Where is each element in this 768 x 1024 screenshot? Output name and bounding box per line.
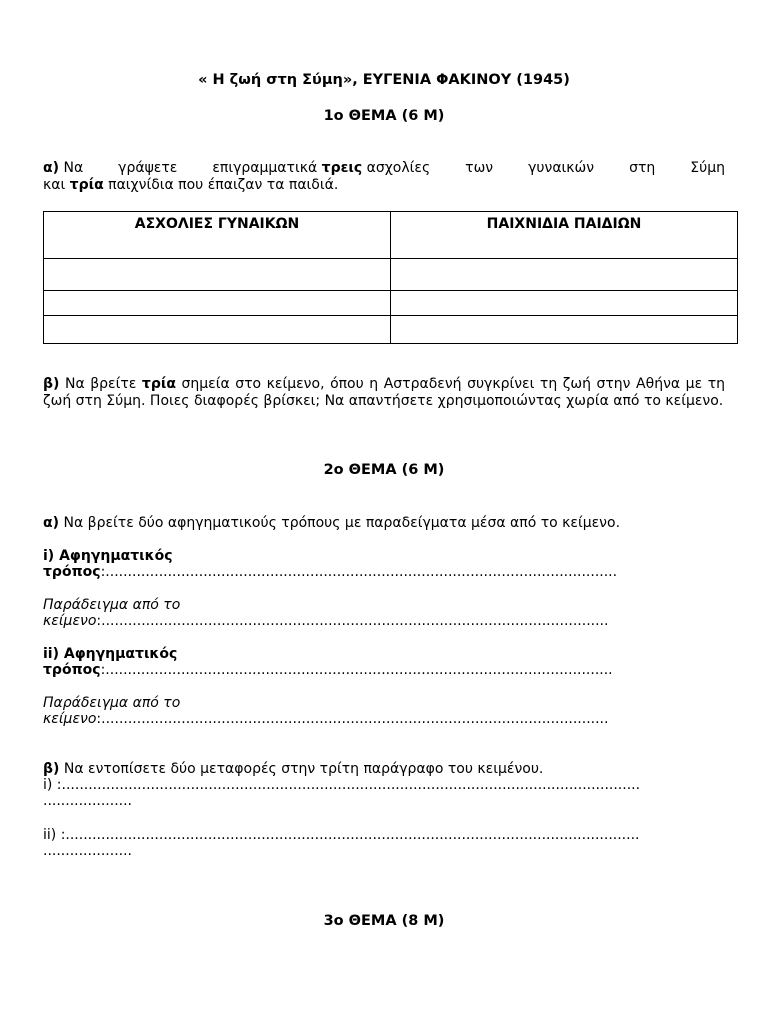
question-1a-line1 — [43, 160, 725, 176]
question-2b — [43, 761, 725, 809]
table-cell-input[interactable] — [44, 291, 391, 316]
word-group — [212, 160, 430, 176]
question-1a-first-word — [43, 160, 83, 176]
label-text: κείμενο — [43, 711, 97, 727]
word: ασχολίες — [366, 160, 431, 176]
section-2-heading: 2ο ΘΕΜΑ (6 Μ) — [323, 462, 445, 478]
section-3-heading: 3ο ΘΕΜΑ (8 Μ) — [323, 913, 445, 929]
narrative-mode-label: ii) Αφηγηματικός — [43, 646, 178, 662]
table-cell-input[interactable] — [391, 259, 738, 291]
question-2b-marker: β) — [43, 761, 60, 777]
metaphor-answer-line[interactable]: .................... — [43, 843, 133, 859]
table-cell-input[interactable] — [391, 291, 738, 316]
text: και — [43, 177, 70, 193]
section-1-heading: 1ο ΘΕΜΑ (6 Μ) — [323, 108, 445, 124]
narrative-mode-answer-line[interactable] — [43, 564, 725, 580]
answer-dots: :.................................................................................................................. — [100, 662, 613, 678]
label-text: τρόπος — [43, 662, 101, 678]
table-header-row — [44, 212, 738, 259]
bold-word: τρία — [141, 376, 176, 392]
word: Σύμη — [690, 160, 725, 176]
narrative-mode-answer-line[interactable] — [43, 662, 725, 678]
table-cell-input[interactable] — [391, 316, 738, 344]
word: γράψετε — [118, 160, 178, 176]
word: επιγραμματικά — [212, 160, 318, 176]
word: των — [465, 160, 494, 176]
label-text: κείμενο — [43, 613, 97, 629]
question-1b — [43, 376, 725, 410]
label-text: τρόπος — [43, 564, 101, 580]
table-cell-input[interactable] — [44, 316, 391, 344]
question-1a — [43, 160, 725, 193]
question-2a — [43, 515, 725, 531]
question-1a-line2 — [43, 177, 725, 193]
question-2a-marker: α) — [43, 515, 60, 531]
word: Να — [63, 160, 84, 176]
metaphor-answer-line[interactable]: i) :.................................................................................................................................. — [43, 777, 641, 793]
word: γυναικών — [528, 160, 595, 176]
example-1 — [43, 597, 725, 629]
text: παιχνίδια που έπαιζαν τα παιδιά. — [103, 177, 339, 193]
question-2b-prompt — [43, 761, 725, 777]
answer-dots: :.................................................................................................................. — [96, 613, 609, 629]
table-row — [44, 259, 738, 291]
metaphor-answer-line[interactable]: ii) :................................................................................................................................. — [43, 827, 640, 843]
example-answer-line[interactable] — [43, 711, 725, 727]
document-title: « Η ζωή στη Σύμη», ΕΥΓΕΝΙΑ ΦΑΚΙΝΟΥ (1945) — [198, 72, 570, 88]
narrative-mode-2 — [43, 646, 725, 678]
example-answer-line[interactable] — [43, 613, 725, 629]
answer-table — [43, 211, 738, 344]
bold-word: τρεις — [321, 160, 363, 176]
table-row — [44, 316, 738, 344]
text: Να βρείτε — [59, 376, 142, 392]
question-1b-marker: β) — [43, 376, 60, 392]
word: στη — [629, 160, 656, 176]
answer-dots: :.................................................................................................................. — [96, 711, 609, 727]
text: Να βρείτε δύο αφηγηματικούς τρόπους με παραδείγματα μέσα από το κείμενο. — [59, 515, 621, 531]
question-2b-answer-2 — [43, 827, 725, 859]
table-header-women-activities: ΑΣΧΟΛΙΕΣ ΓΥΝΑΙΚΩΝ — [44, 212, 391, 259]
answer-dots: :................................................................................................................... — [100, 564, 618, 580]
example-2 — [43, 695, 725, 727]
text: Να εντοπίσετε δύο μεταφορές στην τρίτη παράγραφο του κειμένου. — [59, 761, 544, 777]
example-label: Παράδειγμα από το — [43, 695, 181, 711]
question-1a-marker: α) — [43, 160, 60, 176]
table-header-children-games: ΠΑΙΧΝΙΔΙΑ ΠΑΙΔΙΩΝ — [391, 212, 738, 259]
table-row — [44, 291, 738, 316]
narrative-mode-label: i) Αφηγηματικός — [43, 548, 173, 564]
example-label: Παράδειγμα από το — [43, 597, 181, 613]
bold-word: τρία — [69, 177, 104, 193]
narrative-mode-1 — [43, 548, 725, 580]
table-cell-input[interactable] — [44, 259, 391, 291]
text: σημεία στο κείμενο, όπου η Αστραδενή συγκρίνει τη ζωή στην Αθήνα με τη ζωή στη Σύμη. Ποιες διαφορές βρίσκει; Να απαντήσετε χρησιμοποιώντας χωρία από το κείμενο. — [43, 376, 725, 409]
metaphor-answer-line[interactable]: .................... — [43, 793, 133, 809]
